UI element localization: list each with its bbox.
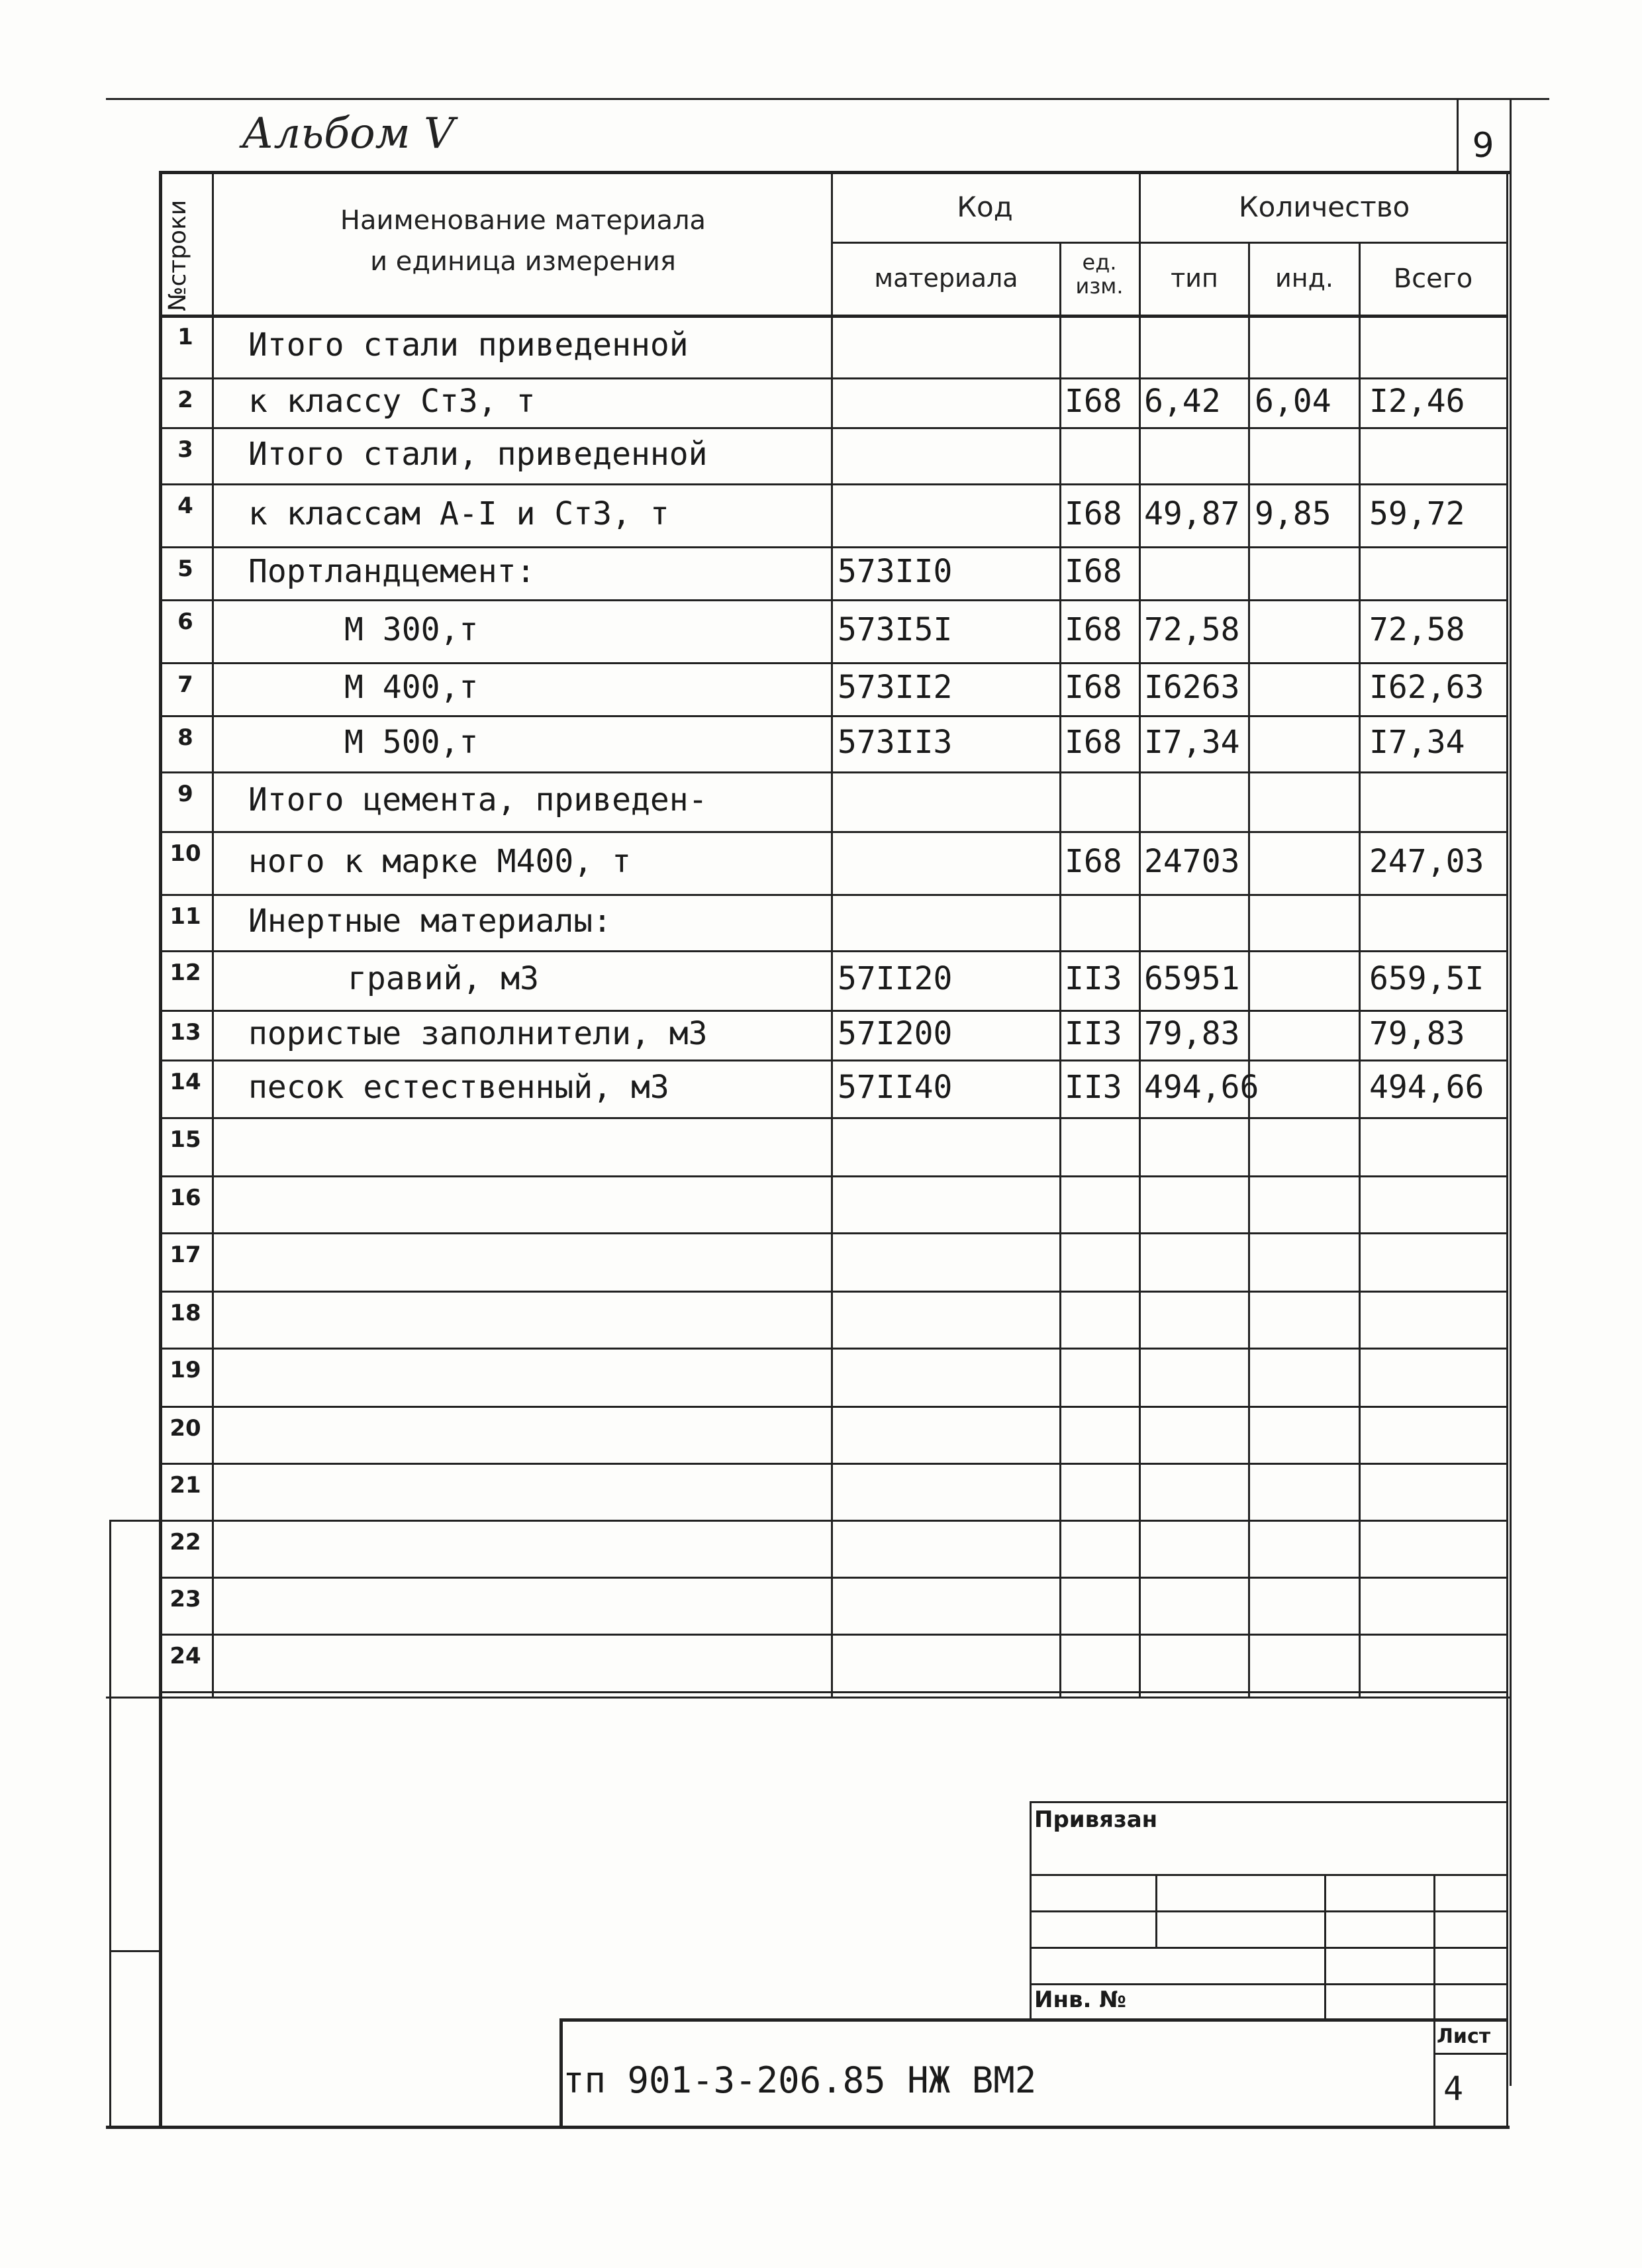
row-number: 14 — [169, 1069, 201, 1095]
unit-code: II3 — [1065, 1014, 1122, 1052]
unit-code: I68 — [1065, 382, 1122, 420]
qty-total: I2,46 — [1369, 382, 1465, 420]
binding-strip-top — [109, 1520, 159, 1522]
header-code-unit: ед. изм. — [1075, 250, 1124, 299]
stamp-inv-label: Инв. № — [1034, 1987, 1127, 2013]
row-divider — [159, 894, 1506, 896]
album-title: Альбом V — [242, 109, 455, 158]
qty-total: 659,5I — [1369, 960, 1484, 997]
page-box-left — [1457, 99, 1459, 173]
row-divider — [159, 427, 1506, 429]
qty-type: 65951 — [1144, 960, 1240, 997]
qty-total: I7,34 — [1369, 723, 1465, 761]
col-sep-unit — [1139, 171, 1141, 1697]
row-divider — [159, 1175, 1506, 1177]
unit-code: I68 — [1065, 495, 1122, 532]
stamp-bound-label: Привязан — [1034, 1806, 1158, 1833]
stamp-sep-3 — [1433, 1874, 1435, 2126]
sheet-label: Лист — [1437, 2025, 1491, 2048]
material-name: песок естественный, м3 — [248, 1068, 669, 1106]
title-block-top — [559, 2018, 1506, 2022]
sheet-number: 4 — [1443, 2069, 1464, 2108]
row-number: 2 — [177, 387, 193, 413]
col-sep-ind — [1359, 242, 1361, 1697]
row-divider — [159, 771, 1506, 773]
row-divider — [159, 1348, 1506, 1350]
row-number: 23 — [169, 1586, 201, 1612]
qty-type: 494,66 — [1144, 1068, 1259, 1106]
header-name-line2: и единица измерения — [370, 246, 676, 277]
row-divider — [159, 1691, 1506, 1693]
qty-type: 24703 — [1144, 842, 1240, 880]
material-name: гравий, м3 — [348, 960, 539, 997]
row-divider — [159, 1117, 1506, 1119]
row-number: 22 — [169, 1529, 201, 1555]
row-number: 15 — [169, 1126, 201, 1153]
material-name: Итого цемента, приведен- — [248, 781, 708, 818]
row-number: 4 — [177, 493, 193, 519]
row-divider — [159, 1060, 1506, 1061]
qty-total: 247,03 — [1369, 842, 1484, 880]
header-quantity: Количество — [1238, 191, 1410, 223]
row-number: 6 — [177, 609, 193, 635]
row-number: 8 — [177, 724, 193, 751]
row-number: 21 — [169, 1472, 201, 1499]
row-divider — [159, 1406, 1506, 1408]
unit-code: I68 — [1065, 723, 1122, 761]
row-divider — [159, 599, 1506, 601]
header-qty-ind: инд. — [1275, 264, 1333, 293]
document-code: тп 901-3-206.85 НЖ ВМ2 — [563, 2059, 1037, 2101]
row-divider — [159, 1634, 1506, 1636]
table-bottom-line — [106, 1697, 1510, 1699]
unit-code: I68 — [1065, 842, 1122, 880]
row-divider — [159, 950, 1506, 952]
right-outer-border — [1510, 99, 1512, 2086]
unit-code: II3 — [1065, 1068, 1122, 1106]
qty-type: 72,58 — [1144, 611, 1240, 648]
material-name: к классу Ст3, т — [248, 382, 536, 420]
row-divider — [159, 377, 1506, 379]
qty-type: 6,42 — [1144, 382, 1221, 420]
material-name: Инертные материалы: — [248, 902, 612, 940]
table-top-border — [159, 171, 1510, 174]
row-divider — [159, 715, 1506, 717]
binding-strip-mid — [109, 1950, 159, 1952]
material-name: Итого стали, приведенной — [248, 435, 708, 473]
qty-type: 49,87 — [1144, 495, 1240, 532]
qty-type: I7,34 — [1144, 723, 1240, 761]
stamp-top-line — [1030, 1801, 1506, 1803]
unit-code: I68 — [1065, 611, 1122, 648]
material-code: 573I5I — [838, 611, 953, 648]
row-number: 20 — [169, 1415, 201, 1442]
qty-total: 72,58 — [1369, 611, 1465, 648]
row-number: 24 — [169, 1643, 201, 1669]
material-name: М 500,т — [344, 723, 479, 761]
material-name: пористые заполнители, м3 — [248, 1014, 708, 1052]
material-code: 573II2 — [838, 669, 953, 706]
qty-type: I6263 — [1144, 669, 1240, 706]
row-number: 5 — [177, 556, 193, 582]
stamp-sep-2 — [1324, 1874, 1326, 2020]
row-number: 7 — [177, 671, 193, 698]
stamp-sep-1 — [1155, 1874, 1157, 1947]
material-name: М 400,т — [344, 669, 479, 706]
row-number: 18 — [169, 1300, 201, 1326]
binding-strip-left — [109, 1520, 111, 2128]
row-number: 12 — [169, 960, 201, 986]
page-number: 9 — [1472, 126, 1494, 166]
material-code: 573II0 — [838, 553, 953, 590]
material-name: к классам А-I и Ст3, т — [248, 495, 669, 532]
material-name: ного к марке М400, т — [248, 842, 631, 880]
header-row-number: №строки — [164, 199, 191, 311]
col-sep-code — [1059, 242, 1061, 1697]
row-divider — [159, 546, 1506, 548]
row-number: 19 — [169, 1357, 201, 1383]
row-divider — [159, 1010, 1506, 1012]
qty-total: 79,83 — [1369, 1014, 1465, 1052]
row-divider — [159, 1291, 1506, 1293]
row-number: 17 — [169, 1242, 201, 1268]
row-divider — [159, 1232, 1506, 1234]
qty-individual: 6,04 — [1255, 382, 1331, 420]
row-divider — [159, 831, 1506, 833]
row-number: 16 — [169, 1185, 201, 1211]
row-number: 10 — [169, 840, 201, 867]
sheet-bottom-border — [106, 2126, 1510, 2129]
header-qty-type: тип — [1171, 264, 1218, 293]
header-qty-total: Всего — [1393, 264, 1473, 294]
row-number: 13 — [169, 1019, 201, 1046]
row-number: 9 — [177, 781, 193, 807]
qty-type: 79,83 — [1144, 1014, 1240, 1052]
header-code: Код — [957, 191, 1013, 223]
top-border — [106, 98, 1549, 100]
header-code-material: материала — [874, 264, 1018, 293]
material-code: 57II40 — [838, 1068, 953, 1106]
col-sep-name — [831, 171, 833, 1697]
header-mid-line — [831, 242, 1506, 244]
qty-total: 59,72 — [1369, 495, 1465, 532]
header-bottom-line — [159, 315, 1506, 318]
qty-total: 494,66 — [1369, 1068, 1484, 1106]
qty-total: I62,63 — [1369, 669, 1484, 706]
row-divider — [159, 1520, 1506, 1522]
row-divider — [159, 662, 1506, 664]
sheet-label-line — [1433, 2053, 1506, 2055]
material-name: Портландцемент: — [248, 553, 536, 590]
material-code: 573II3 — [838, 723, 953, 761]
unit-code: I68 — [1065, 553, 1122, 590]
row-divider — [159, 1577, 1506, 1579]
unit-code: I68 — [1065, 669, 1122, 706]
material-name: М 300,т — [344, 611, 479, 648]
table-right-border — [1506, 171, 1508, 2128]
material-name: Итого стали приведенной — [248, 326, 689, 364]
unit-code: II3 — [1065, 960, 1122, 997]
col-sep-rownum — [212, 171, 214, 1697]
row-divider — [159, 483, 1506, 485]
qty-individual: 9,85 — [1255, 495, 1331, 532]
row-number: 3 — [177, 436, 193, 463]
row-number: 1 — [177, 324, 193, 350]
material-code: 57II20 — [838, 960, 953, 997]
header-name-line1: Наименование материала — [340, 205, 706, 236]
row-divider — [159, 1463, 1506, 1465]
row-number: 11 — [169, 903, 201, 930]
material-code: 57I200 — [838, 1014, 953, 1052]
col-sep-type — [1248, 242, 1250, 1697]
